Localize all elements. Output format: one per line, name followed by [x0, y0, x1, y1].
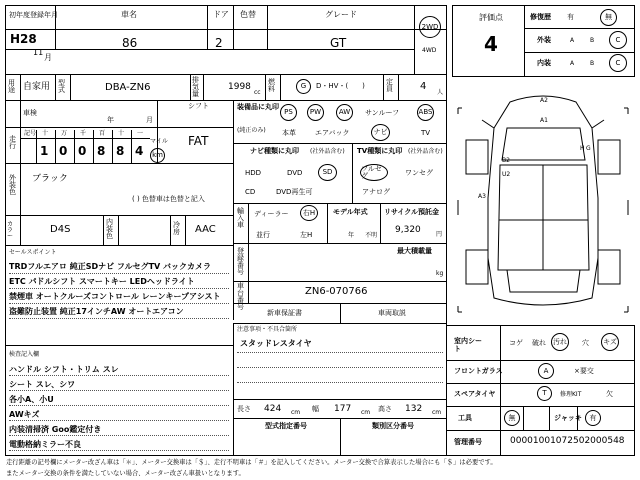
equip-navi: ナビ	[371, 124, 390, 141]
int-grade-c-circle: C	[609, 54, 627, 72]
seat-scratch-circle: キズ	[601, 333, 619, 351]
interior-color-label: 内装色	[106, 218, 113, 240]
first-reg-month: 11	[33, 48, 44, 57]
digit-header: 一	[137, 130, 144, 137]
length-unit: cm	[291, 409, 301, 416]
model-year-unit: 年	[348, 232, 355, 239]
owner-manual-label: 車両取説	[378, 309, 406, 317]
navi-dvd: DVD	[287, 169, 303, 177]
interior-grade-label: 内装	[537, 59, 551, 67]
purpose-value: 自家用	[23, 82, 51, 92]
frame-value: ZN6-070766	[305, 286, 368, 297]
import-parallel: 並行	[256, 231, 270, 239]
mark-h: H	[580, 145, 585, 152]
jack-label: ジャッキ	[554, 414, 582, 422]
mark-u2: U2	[502, 171, 511, 178]
ext-grade-b: B	[590, 37, 595, 44]
notation-label: 記号	[24, 130, 37, 137]
inspector-line-6: 電動格納ミラー不良	[9, 440, 81, 449]
model-value: DBA-ZN6	[105, 82, 151, 93]
mileage-digit: 8	[97, 144, 106, 158]
ext-grade-c-circle: C	[609, 31, 627, 49]
new-car-warranty-label: 新車保証書	[267, 309, 302, 317]
mgmt-number-value: 00001001072502000548	[510, 436, 625, 446]
import-label: 輸入車	[237, 207, 244, 229]
sales-points-title: セールスポイント	[9, 249, 57, 256]
caution-title: 注意事項・不具合箇所	[237, 326, 298, 333]
sales-line-2: ETC パドルシフト スマートキー LEDヘッドライト	[9, 277, 195, 286]
tools-none-circle: 無	[504, 410, 520, 426]
color-code-label: カラー	[7, 221, 14, 240]
mark-a2: A2	[540, 97, 548, 104]
tv-type-note: (社外品含む)	[408, 148, 443, 155]
height-value: 132	[405, 404, 423, 414]
navi-sd-circle: SD	[318, 164, 337, 181]
mark-b2: B2	[502, 157, 510, 164]
inspector-line-5: 内装清掃済 Goo鑑定付き	[9, 425, 102, 434]
equip-aw: AW	[336, 104, 353, 121]
mark-a1: A1	[540, 117, 548, 124]
equipment-subtitle: (純正のみ)	[237, 127, 266, 134]
navi-type-note: (社外品含む)	[310, 148, 345, 155]
first-reg-label: 初年度登録年月	[9, 11, 58, 19]
capacity-unit: 人	[437, 89, 444, 96]
equipment-title: 装備品に丸印	[237, 103, 279, 111]
windshield-label: フロントガラス	[454, 367, 503, 375]
purpose-label: 用途	[8, 79, 15, 94]
navi-dvd-playback: DVD再生可	[276, 188, 313, 196]
equip-pw: PW	[307, 104, 324, 121]
mileage-digit: 0	[59, 144, 68, 158]
exterior-note: ( ) 色替車は色替と記入	[132, 195, 205, 203]
digit-header: 十	[118, 130, 125, 137]
inspection-label: 車検	[23, 109, 37, 117]
digit-header: 十	[42, 130, 49, 137]
displacement-label: 排気量	[192, 76, 199, 98]
car-name-value: 86	[122, 36, 138, 50]
displacement-value: 1998	[228, 82, 251, 92]
repair-none-circle: 無	[600, 9, 617, 26]
recycle-label: リサイクル預託金	[384, 208, 440, 216]
equip-leather: 本革	[282, 129, 296, 137]
mark-g: G	[586, 145, 591, 152]
mileage-digit: 8	[116, 144, 125, 158]
spare-missing: 欠	[606, 390, 613, 398]
doors-value: 2	[215, 36, 223, 50]
height-unit: cm	[432, 409, 442, 416]
fuel-label: 燃料	[268, 78, 275, 93]
fuel-gas-circle: G	[296, 79, 311, 94]
car-outline	[458, 96, 628, 312]
tools-label: 工具	[458, 414, 472, 422]
seat-tear: 破れ	[532, 339, 546, 347]
first-reg-month-unit: 月	[44, 53, 52, 62]
equip-ps: PS	[280, 104, 297, 121]
digit-header: 千	[80, 130, 87, 137]
mileage-digit: 0	[78, 144, 87, 158]
capacity-value: 4	[420, 81, 427, 92]
caution-value: スタッドレスタイヤ	[240, 339, 312, 348]
footer-line-1: 走行距離の記号欄にメーター改ざん車は「＊」、メーター交換車は「＄」、走行不明車は「＃」を記入してください。メーター交換で合算表示した場合にも「＄」は必要です。	[6, 459, 497, 466]
capacity-label: 定員	[386, 78, 393, 93]
equip-sunroof: サンルーフ	[365, 109, 400, 117]
car-damage-diagram	[452, 80, 635, 325]
sales-line-1: TRDフルエアロ 純正SDナビ フルセグTV バックカメラ	[9, 262, 212, 271]
exterior-grade-label: 外装	[537, 36, 551, 44]
inspection-month-label: 月	[146, 116, 153, 124]
spare-tire-label: スペアタイヤ	[454, 390, 496, 398]
repair-yes: 有	[567, 13, 574, 21]
score-value: 4	[484, 32, 498, 56]
shift-value: FAT	[188, 134, 209, 148]
tv-oneseg: ワンセグ	[405, 169, 433, 177]
recycle-yen: 円	[436, 231, 443, 238]
spare-t-circle: T	[537, 386, 552, 401]
model-year-unknown: 不明	[365, 232, 378, 239]
model-label: 型式	[58, 79, 65, 94]
mileage-unit-km-circle: km	[150, 148, 165, 163]
seat-stain-circle: 汚れ	[551, 333, 569, 351]
fuel-options: D・HV・( )	[316, 82, 365, 90]
grade-value: GT	[330, 36, 347, 50]
sales-line-3: 禁煙車 オートクルーズコントロール レーンキープアシスト	[9, 292, 221, 301]
mileage-label: 走行	[9, 135, 16, 150]
inspection-year-label: 年	[107, 116, 114, 124]
max-load-unit: kg	[436, 270, 444, 277]
mileage-digit: 1	[40, 144, 49, 158]
jack-yes-circle: 有	[585, 410, 601, 426]
seat-burn: コゲ	[509, 339, 523, 347]
mileage-digit: 4	[135, 144, 144, 158]
interior-seat-label: 室内シート	[454, 337, 482, 354]
inspector-title: 検査記入欄	[9, 351, 40, 358]
registration-label: 登録番号	[237, 247, 244, 276]
width-unit: cm	[361, 409, 371, 416]
sales-line-4: 盗難防止装置 純正17インチAW オートエアコン	[9, 307, 184, 316]
tv-fullseg-circle: フルセグ	[360, 164, 388, 181]
windshield-a-circle: A	[538, 363, 554, 379]
drive-4wd: 4WD	[422, 47, 437, 54]
doors-label: ドア	[213, 10, 229, 19]
tv-analog: アナログ	[362, 188, 390, 196]
repair-history-label: 修復歴	[530, 13, 551, 21]
navi-hdd: HDD	[245, 169, 262, 177]
ac-value: AAC	[195, 224, 216, 235]
equip-abs: ABS	[417, 104, 434, 121]
grade-label: グレード	[325, 10, 357, 19]
seat-hole: 穴	[582, 339, 589, 347]
exterior-value: ブラック	[32, 174, 68, 184]
int-grade-a: A	[570, 60, 575, 67]
displacement-unit: cc	[254, 89, 261, 96]
inspector-line-4: AWキズ	[9, 410, 40, 419]
model-year-label: モデル年式	[333, 208, 368, 216]
mileage-unit-mile: マイル	[150, 138, 168, 145]
mark-a3: A3	[478, 193, 486, 200]
digit-header: 万	[61, 130, 68, 137]
navi-cd: CD	[245, 188, 256, 196]
type-cert-label: 型式指定番号	[265, 422, 307, 430]
color-code-value: D4S	[50, 224, 71, 235]
int-grade-b: B	[590, 60, 595, 67]
ext-grade-a: A	[570, 37, 575, 44]
tv-type-title: TV種類に丸印	[357, 147, 403, 155]
ac-label: 冷房	[173, 221, 180, 236]
length-value: 424	[264, 404, 282, 414]
import-handle-right-circle: 右H	[300, 205, 318, 221]
inspector-line-3: 各小A、小U	[9, 395, 54, 404]
equip-airbag: エアバック	[315, 129, 350, 137]
mgmt-number-label: 管理番号	[454, 438, 482, 446]
first-reg-year: H28	[10, 32, 37, 46]
inspector-line-1: ハンドル シフト・トリム スレ	[9, 365, 119, 374]
equip-tv: TV	[421, 129, 431, 137]
spare-repair-kit: 修理KIT	[560, 391, 582, 398]
import-dealer: ディーラー	[254, 210, 289, 218]
score-label: 評価点	[479, 13, 503, 22]
windshield-replace: ×要交	[574, 367, 594, 375]
recycle-value: 9,320	[395, 225, 421, 235]
car-name-label: 車名	[121, 10, 137, 19]
import-handle-left: 左H	[300, 231, 313, 239]
digit-header: 百	[99, 130, 106, 137]
exterior-label: 外装色	[9, 174, 16, 196]
width-value: 177	[334, 404, 352, 414]
frame-label: 車台番号	[237, 282, 244, 311]
width-label: 幅	[312, 405, 319, 413]
class-number-label: 類別区分番号	[372, 422, 414, 430]
drive-2wd-circle: 2WD	[419, 16, 441, 38]
color-change-label: 色替	[240, 10, 256, 19]
navi-type-title: ナビ種類に丸印	[250, 147, 299, 155]
shift-label: シフト	[188, 102, 209, 110]
length-label: 長さ	[237, 405, 251, 413]
inspector-line-2: シート スレ、シワ	[9, 380, 76, 389]
footer-line-2: またメーター交換の条件を満たしていない場合、メーター改ざん車扱いとなります。	[6, 470, 245, 477]
height-label: 高さ	[378, 405, 392, 413]
max-load-label: 最大積載量	[397, 247, 432, 255]
